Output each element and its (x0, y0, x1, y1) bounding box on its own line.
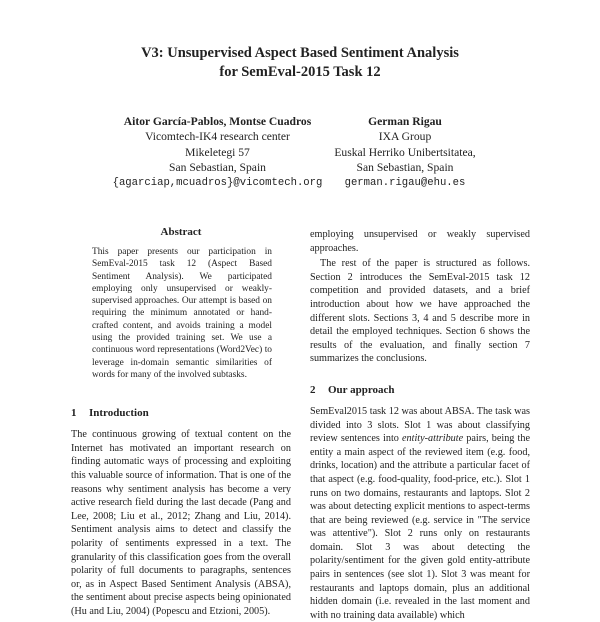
author-address-line-1: Euskal Herriko Unibertsitatea, (334, 145, 476, 159)
approach-text-part-1: SemEval2015 task 12 was about ABSA. The task was divided into 3 slots. Slot 1 was about classifying review sentences into (310, 405, 530, 445)
emphasized-term: entity-attribute (402, 433, 464, 445)
introduction-text: The continuous growing of textual content on the Internet has motivated an important research on finding automatic ways of processing and exploiting this valuable source of information. That is one of the reasons why sentiment analysis has become a very active research field during the last decade (Pang and Lee, 2008; Liu et al., 2012; Zhang and Liu, 2014). Sentiment analysis aims to detect and classify the polarity of sentiments expressed in a text. The granularity of this classification goes from the overall polarity of full documents to paragraphs, sentences or, as in Aspect Based Sentiment Analysis (ABSA), the sentiment about precise aspects being opinionated (Hu and Liu, 2004) (Popescu and Etzioni, 2005). (71, 429, 291, 617)
left-column (71, 226, 291, 619)
author-email: german.rigau@ehu.es (344, 176, 466, 189)
author-email: {agarciap,mcuadros}@vicomtech.org (112, 176, 323, 189)
abstract-heading: Abstract (160, 226, 202, 238)
author-address-line-2: San Sebastian, Spain (169, 161, 266, 175)
abstract-text: This paper presents our participation in SemEval-2015 task 12 (Aspect Based Sentiment Analysis). We participated employing only unsupervised or weakly-supervised approaches. Our attempt is based on requiring the minimum annotated or hand-crafted content, and avoids training a model using the provided training set. We use a continuous word representations (Word2Vec) to leverage in-domain semantic similarities of words for many of the involved subtasks. (92, 247, 272, 380)
paragraph-continuation: employing unsupervised or weakly supervised approaches. (310, 229, 530, 254)
section-title: Our approach (328, 383, 395, 396)
paper-title (0, 44, 600, 82)
section-heading-approach (310, 384, 530, 396)
section-heading-introduction (71, 407, 291, 419)
section-number: 1 (71, 407, 77, 420)
section-title: Introduction (89, 407, 149, 420)
author-block-1 (100, 114, 335, 191)
section-number: 2 (310, 383, 316, 396)
author-block-2 (315, 114, 495, 191)
author-affiliation: Vicomtech-IK4 research center (145, 130, 290, 144)
author-address-line-2: San Sebastian, Spain (356, 161, 454, 175)
right-column (310, 228, 530, 622)
author-names: German Rigau (368, 115, 442, 128)
approach-text (310, 405, 530, 622)
author-affiliation: IXA Group (378, 130, 432, 144)
author-address-line-1: Mikeletegi 57 (185, 145, 250, 159)
author-names: Aitor García-Pablos, Montse Cuadros (123, 115, 312, 128)
approach-text-part-2: pairs, being the entity a main aspect of the reviewed item (e.g. food, drinks, location) and the attribute a particular facet of that aspect (e.g. food-quality, food-price, etc.). Slot 1 runs on two domains, restaurants and laptops. Slot 2 was about detecting explicit mentions to aspect-terms that are being reviewed (e.g. service in "The service was attentive"). Slot 2 runs only on restaurants domain. Slot 3 was about detecting the polarity/sentiment for the given gold entity-attribute pairs in sentences (see slot 1). Slot 3 was meant for restaurants and laptops domain, plus an additional hidden domain (i.e. revealed in the last moment and with no training data available) which (310, 433, 530, 621)
title-line-1: V3: Unsupervised Aspect Based Sentiment Analysis (141, 45, 459, 61)
paragraph-structure: The rest of the paper is structured as follows. Section 2 introduces the SemEval-2015 task 12 competition and provided datasets, and a brief introduction about how we have approached the different slots. Sections 3, 4 and 5 describe more in detail the employed techniques. Section 6 shows the results of the evaluation, and finally section 7 summarizes the conclusions. (310, 258, 530, 365)
title-line-2: for SemEval-2015 Task 12 (219, 64, 381, 80)
